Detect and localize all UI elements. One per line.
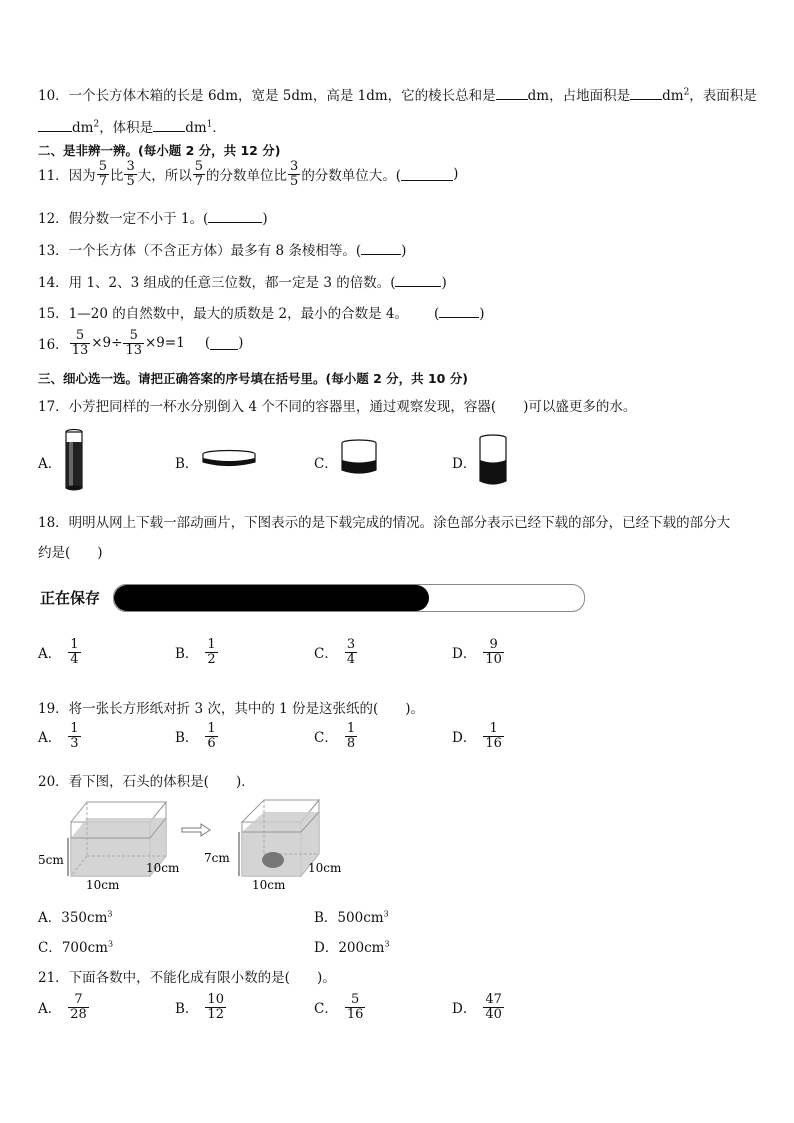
question-21: 21．下面各数中，不能化成有限小数的是( )。 <box>38 970 336 986</box>
option-d-label[interactable]: D． <box>452 456 477 472</box>
option-a-label[interactable]: A． <box>38 456 62 472</box>
fraction: $\frac{1}{3}$ <box>70 721 79 751</box>
fig2-height-label: 7cm <box>204 851 230 865</box>
medium-container-icon <box>338 438 380 478</box>
fig1-width-label: 10cm <box>146 861 180 875</box>
fraction: $\frac{3}{5}$ <box>290 159 299 189</box>
q21-option-a[interactable]: A． $\frac{7}{28}$ <box>38 992 87 1022</box>
q19-option-b[interactable]: B． $\frac{1}{6}$ <box>175 721 216 751</box>
q18-option-a[interactable]: A． $\frac{1}{4}$ <box>38 637 79 667</box>
answer-blank[interactable] <box>361 242 401 255</box>
answer-blank[interactable] <box>630 87 662 100</box>
answer-blank[interactable] <box>395 274 441 287</box>
wide-flat-container-icon <box>200 447 258 471</box>
question-10-line-2: $dm^2$，体积是 $dm^1$． <box>38 116 226 136</box>
q18-option-c[interactable]: C． $\frac{3}{4}$ <box>314 637 356 667</box>
fraction: $\frac{5}{7}$ <box>194 159 204 189</box>
fraction: $\frac{5}{13}$ <box>71 328 89 358</box>
answer-blank[interactable] <box>439 305 479 318</box>
answer-blank[interactable] <box>496 87 528 100</box>
fig2-width-label: 10cm <box>308 861 342 875</box>
q20-option-c[interactable]: C．$700cm^3$ <box>38 939 114 956</box>
fraction: $\frac{5}{7}$ <box>98 159 107 189</box>
q18-option-b[interactable]: B． $\frac{1}{2}$ <box>175 637 216 667</box>
question-11: 11．因为 $\frac{5}{7}$ 比 $\frac{3}{5}$ 大，所以 $\frac{5}{7}$ 的分数单位比 $\frac{3}{5}$ 的分数单位大。( ) <box>38 159 459 189</box>
q19-option-c[interactable]: C． $\frac{1}{8}$ <box>314 721 356 751</box>
arrow-icon <box>182 824 210 836</box>
option-c-label[interactable]: C． <box>314 456 338 472</box>
tall-narrow-container-icon <box>62 428 86 492</box>
container-figures <box>36 796 366 896</box>
section-2-heading: 二、是非辨一辨。(每小题 2 分，共 12 分) <box>38 143 281 158</box>
question-17: 17．小芳把同样的一杯水分别倒入 4 个不同的容器里，通过观察发现，容器( )可以盛更多的水。 <box>38 399 637 415</box>
question-14: 14．用 1、2、3 组成的任意三位数，都一定是 3 的倍数。( ) <box>38 275 447 291</box>
fraction: $\frac{1}{16}$ <box>485 721 502 751</box>
fig2-length-label: 10cm <box>252 878 286 892</box>
fig1-height-label: 5cm <box>38 853 64 867</box>
fraction: $\frac{1}{6}$ <box>207 721 216 751</box>
q20-option-b[interactable]: B．$500cm^3$ <box>314 909 389 926</box>
fraction: $\frac{1}{8}$ <box>346 721 356 751</box>
stone-icon <box>262 852 284 868</box>
fraction: $\frac{7}{28}$ <box>70 992 87 1022</box>
question-15: 15．1—20 的自然数中，最大的质数是 2，最小的合数是 4。 ( ) <box>38 306 485 322</box>
q19-option-a[interactable]: A． $\frac{1}{3}$ <box>38 721 79 751</box>
fraction: $\frac{5}{13}$ <box>125 328 142 358</box>
q21-option-b[interactable]: B． $\frac{10}{12}$ <box>175 992 224 1022</box>
q18-option-d[interactable]: D． $\frac{9}{10}$ <box>452 637 502 667</box>
answer-blank[interactable] <box>401 168 453 181</box>
fraction: $\frac{3}{5}$ <box>126 159 135 189</box>
q20-option-d[interactable]: D．$200cm^3$ <box>314 939 390 956</box>
question-19: 19．将一张长方形纸对折 3 次，其中的 1 份是这张纸的( )。 <box>38 701 425 717</box>
answer-blank[interactable] <box>153 119 185 132</box>
q19-option-d[interactable]: D． $\frac{1}{16}$ <box>452 721 502 751</box>
answer-blank[interactable] <box>38 119 72 132</box>
question-16: 16． $\frac{5}{13}$ ×9÷ $\frac{5}{13}$ ×9=1 ( ) <box>38 328 244 358</box>
fraction: $\frac{3}{4}$ <box>346 637 356 667</box>
q21-option-c[interactable]: C． $\frac{5}{16}$ <box>314 992 364 1022</box>
download-bar-label: 正在保存 <box>40 589 101 607</box>
container-after-figure <box>204 800 342 892</box>
fig1-length-label: 10cm <box>86 878 120 892</box>
fraction: $\frac{47}{40}$ <box>485 992 502 1022</box>
q21-option-d[interactable]: D． $\frac{47}{40}$ <box>452 992 502 1022</box>
answer-blank[interactable] <box>210 337 238 350</box>
fraction: $\frac{1}{4}$ <box>70 637 79 667</box>
option-b-label[interactable]: B． <box>175 456 199 472</box>
download-progress-fill <box>114 585 429 611</box>
section-3-heading: 三、细心选一选。请把正确答案的序号填在括号里。(每小题 2 分，共 10 分) <box>38 371 468 386</box>
download-progress-bar <box>113 584 585 612</box>
q20-option-a[interactable]: A．$350cm^3$ <box>38 909 113 926</box>
fraction: $\frac{1}{2}$ <box>207 637 216 667</box>
tall-wide-container-icon <box>476 433 510 489</box>
container-before-figure <box>38 802 180 892</box>
fraction: $\frac{9}{10}$ <box>485 637 502 667</box>
question-10-line-1: 10．一个长方体木箱的长是 6dm，宽是 5dm，高是 1dm，它的棱长总和是 dm，占地面积是 $dm^2$，表面积是 <box>38 87 757 104</box>
question-18-line-1: 18．明明从网上下载一部动画片，下图表示的是下载完成的情况。涂色部分表示已经下载的部分，已经下载的部分大 <box>38 515 731 531</box>
question-13: 13．一个长方体（不含正方体）最多有 8 条棱相等。( ) <box>38 243 407 259</box>
answer-blank[interactable] <box>208 210 262 223</box>
question-20: 20．看下图，石头的体积是( )． <box>38 774 255 790</box>
question-18-line-2: 约是( ) <box>38 545 103 561</box>
question-12: 12．假分数一定不小于 1。( ) <box>38 211 268 227</box>
fraction: $\frac{5}{16}$ <box>346 992 364 1022</box>
fraction: $\frac{10}{12}$ <box>207 992 224 1022</box>
